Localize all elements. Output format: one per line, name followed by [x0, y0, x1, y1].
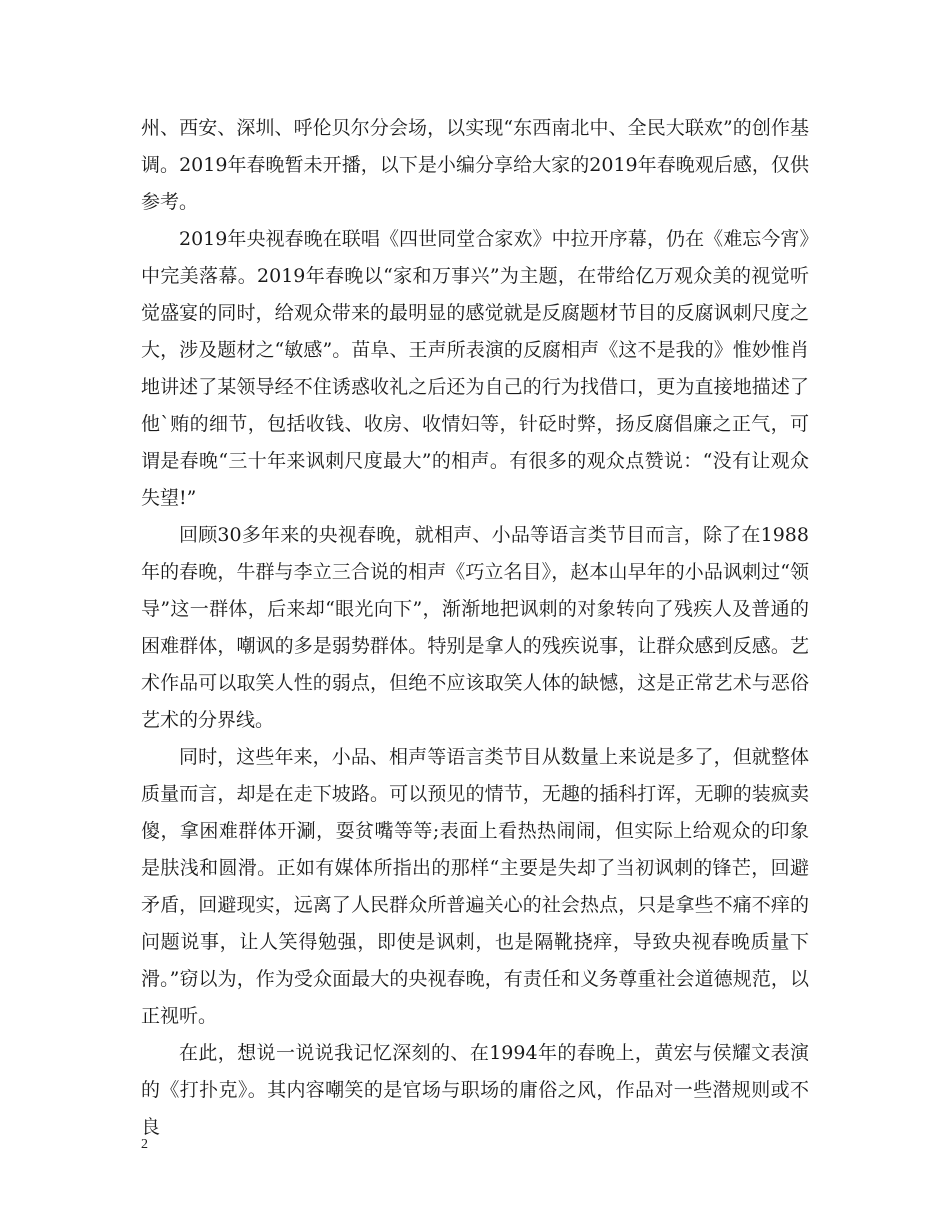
paragraph-continuation: 州、西安、深圳、呼伦贝尔分会场，以实现“东西南北中、全民大联欢”的创作基调。2019年春晚暂未开播，以下是小编分享给大家的2019年春晚观后感，仅供参考。	[141, 117, 809, 213]
paragraph-30-years-review: 回顾30多年来的央视春晚，就相声、小品等语言类节目而言，除了在1988年的春晚，牛群与李立三合说的相声《巧立名目》，赵本山早年的小品讽刺过“领导”这一群体，后来却“眼光向下”，渐渐地把讽刺的对象转向了残疾人及普通的困难群体，嘲讽的多是弱势群体。特别是拿人的残疾说事，让群众感到反感。艺术作品可以取笑人性的弱点，但绝不应该取笑人体的缺憾，这是正常艺术与恶俗艺术的分界线。	[141, 524, 809, 731]
paragraph-quality-decline: 同时，这些年来，小品、相声等语言类节目从数量上来说是多了，但就整体质量而言，却是在走下坡路。可以预见的情节，无趣的插科打诨，无聊的装疯卖傻，拿困难群体开涮，耍贫嘴等等;表面上看热热闹闹，但实际上给观众的印象是肤浅和圆滑。正如有媒体所指出的那样“主要是失却了当初讽刺的锋芒，回避矛盾，回避现实，远离了人民群众所普遍关心的社会热点，只是拿些不痛不痒的问题说事，让人笑得勉强，即使是讽刺，也是隔靴挠痒，导致央视春晚质量下滑。”窃以为，作为受众面最大的央视春晚，有责任和义务尊重社会道德规范，以正视听。	[141, 746, 809, 1027]
paragraph-1994-memory: 在此，想说一说说我记忆深刻的、在1994年的春晚上，黄宏与侯耀文表演的《打扑克》。其内容嘲笑的是官场与职场的庸俗之风，作品对一些潜规则或不良	[141, 1042, 809, 1138]
page-number: 2	[141, 1137, 148, 1152]
document-body	[141, 110, 809, 1146]
paragraph-2019-gala-opening: 2019年央视春晚在联唱《四世同堂合家欢》中拉开序幕，仍在《难忘今宵》中完美落幕。2019年春晚以“家和万事兴”为主题，在带给亿万观众美的视觉听觉盛宴的同时，给观众带来的最明显的感觉就是反腐题材节目的反腐讽刺尺度之大，涉及题材之“敏感”。苗阜、王声所表演的反腐相声《这不是我的》惟妙惟肖地讲述了某领导经不住诱惑收礼之后还为自己的行为找借口，更为直接地描述了他`贿的细节，包括收钱、收房、收情妇等，针砭时弊，扬反腐倡廉之正气，可谓是春晚“三十年来讽刺尺度最大”的相声。有很多的观众点赞说：“没有让观众失望!”	[141, 228, 809, 509]
